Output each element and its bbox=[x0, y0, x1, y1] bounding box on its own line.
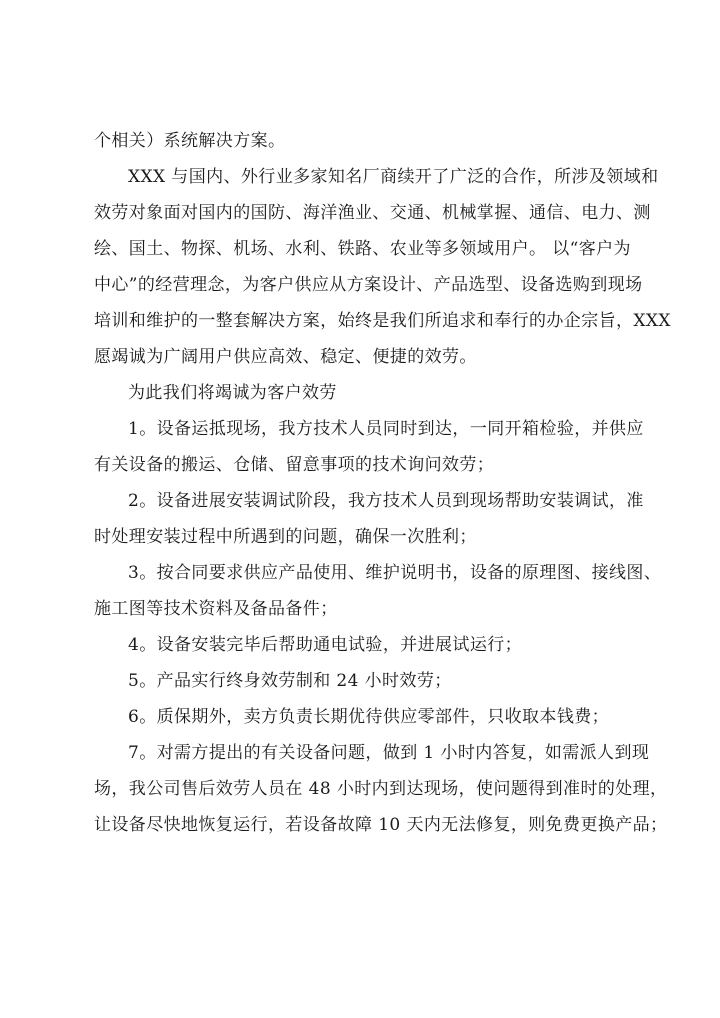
text-line: 愿竭诚为广阔用户供应高效、稳定、便捷的效劳。 bbox=[94, 347, 477, 367]
list-item-4 bbox=[94, 627, 630, 663]
text-line: 效劳对象面对国内的国防、海洋渔业、交通、机械掌握、通信、电力、测 bbox=[94, 203, 651, 223]
text-line: 场，我公司售后效劳人员在 48 小时内到达现场，使问题得到准时的处理， bbox=[94, 779, 668, 799]
text-line: 绘、国土、物探、机场、水利、铁路、农业等多领域用户。 以“客户为 bbox=[94, 239, 631, 259]
text-line: 培训和维护的一整套解决方案，始终是我们所追求和奉行的办企宗旨，XXX bbox=[94, 311, 671, 331]
paragraph-3 bbox=[94, 375, 630, 411]
text-line: 4。设备安装完毕后帮助通电试验，并进展试运行； bbox=[128, 635, 523, 655]
list-item-7 bbox=[94, 735, 668, 843]
text-line: 个相关）系统解决方案。 bbox=[94, 131, 286, 151]
document-body bbox=[94, 123, 671, 843]
text-line: 有关设备的搬运、仓储、留意事项的技术询问效劳； bbox=[94, 455, 495, 475]
text-line: 中心”的经营理念，为客户供应从方案设计、产品选型、设备选购到现场 bbox=[94, 275, 643, 295]
paragraph-1 bbox=[94, 123, 630, 159]
paragraph-2 bbox=[94, 159, 671, 375]
text-line: 3。按合同要求供应产品使用、维护说明书，设备的原理图、接线图、 bbox=[128, 563, 662, 583]
list-item-1 bbox=[94, 411, 644, 483]
list-item-6 bbox=[94, 699, 630, 735]
text-line: 6。质保期外，卖方负责长期优待供应零部件，只收取本钱费； bbox=[128, 707, 610, 727]
text-line: 为此我们将竭诚为客户效劳 bbox=[128, 383, 337, 403]
text-line: 时处理安装过程中所遇到的问题，确保一次胜利； bbox=[94, 527, 477, 547]
text-line: XXX 与国内、外行业多家知名厂商续开了广泛的合作，所涉及领域和 bbox=[128, 167, 659, 187]
text-line: 2。设备进展安装调试阶段，我方技术人员到现场帮助安装调试，准 bbox=[128, 491, 644, 511]
list-item-2 bbox=[94, 483, 644, 555]
text-line: 让设备尽快地恢复运行，若设备故障 10 天内无法修复，则免费更换产品； bbox=[94, 815, 668, 835]
list-item-5 bbox=[94, 663, 630, 699]
list-item-3 bbox=[94, 555, 662, 627]
text-line: 施工图等技术资料及备品备件； bbox=[94, 599, 338, 619]
text-line: 5。产品实行终身效劳制和 24 小时效劳； bbox=[128, 671, 452, 691]
text-line: 1。设备运抵现场，我方技术人员同时到达，一同开箱检验，并供应 bbox=[128, 419, 644, 439]
text-line: 7。对需方提出的有关设备问题，做到 1 小时内答复，如需派人到现 bbox=[128, 743, 650, 763]
